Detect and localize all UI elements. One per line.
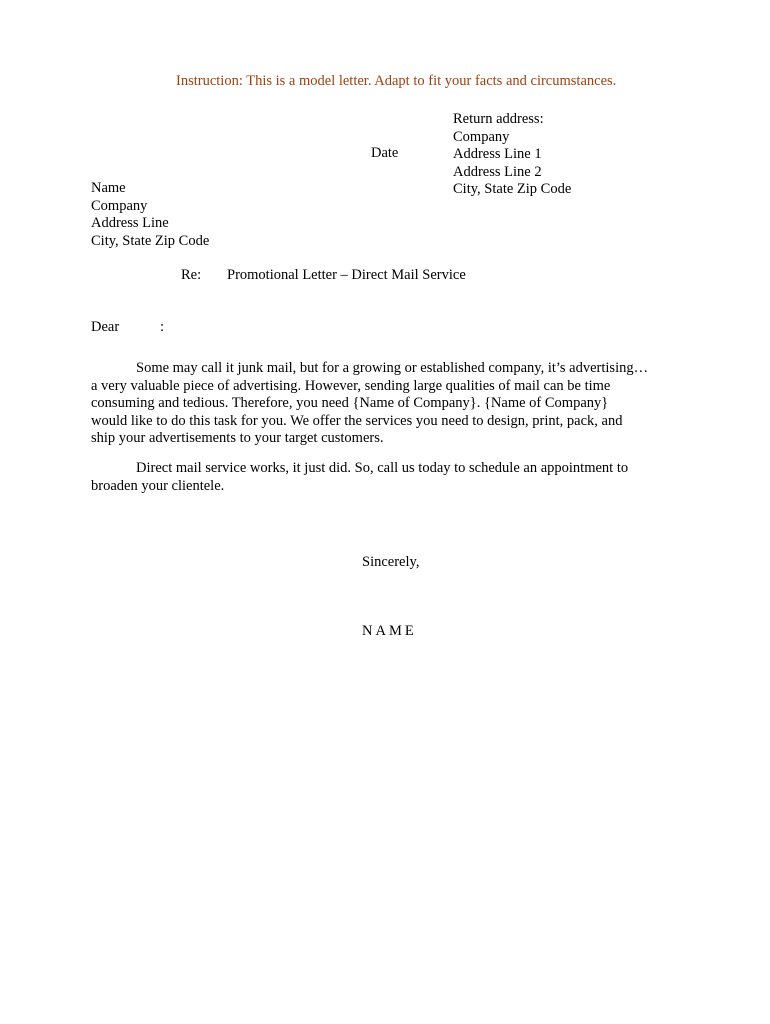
body-line: broaden your clientele. [91,477,225,494]
recipient-name: Name [91,180,126,196]
body-line: consuming and tedious. Therefore, you need {Name of Company}. {Name of Company} [91,395,609,411]
recipient-company: Company [91,197,148,214]
salutation-dear: Dear [91,319,120,335]
return-address-company: Company [453,128,510,145]
return-address-line2: Address Line 2 [453,163,542,180]
recipient-address-block [91,180,209,250]
return-address-label: Return address: [453,111,544,127]
salutation-colon: : [160,319,165,335]
body-line: Some may call it junk mail, but for a growing or established company, it’s advertising… [136,360,649,376]
body-line: Direct mail service works, it just did. So, call us today to schedule an appointment to [136,460,629,476]
body-paragraph-1 [91,360,681,448]
return-address-block [453,111,571,199]
body-paragraph-2 [91,460,681,495]
re-label: Re: [181,267,202,283]
signature-name: NAME [362,623,417,639]
body-line: ship your advertisements to your target customers. [91,430,384,446]
re-subject: Promotional Letter – Direct Mail Service [227,267,466,283]
return-address-line1: Address Line 1 [453,146,542,162]
instruction-note: Instruction: This is a model letter. Adapt to fit your facts and circumstances. [176,73,617,89]
body-line: would like to do this task for you. We offer the services you need to design, print, pack, and [91,412,623,429]
closing: Sincerely, [362,554,420,570]
letter-date: Date [371,145,399,161]
recipient-address: Address Line [91,215,169,231]
recipient-city-state-zip: City, State Zip Code [91,232,210,249]
body-line: a very valuable piece of advertising. However, sending large qualities of mail can be time [91,377,611,394]
return-address-city-state-zip: City, State Zip Code [453,181,572,197]
